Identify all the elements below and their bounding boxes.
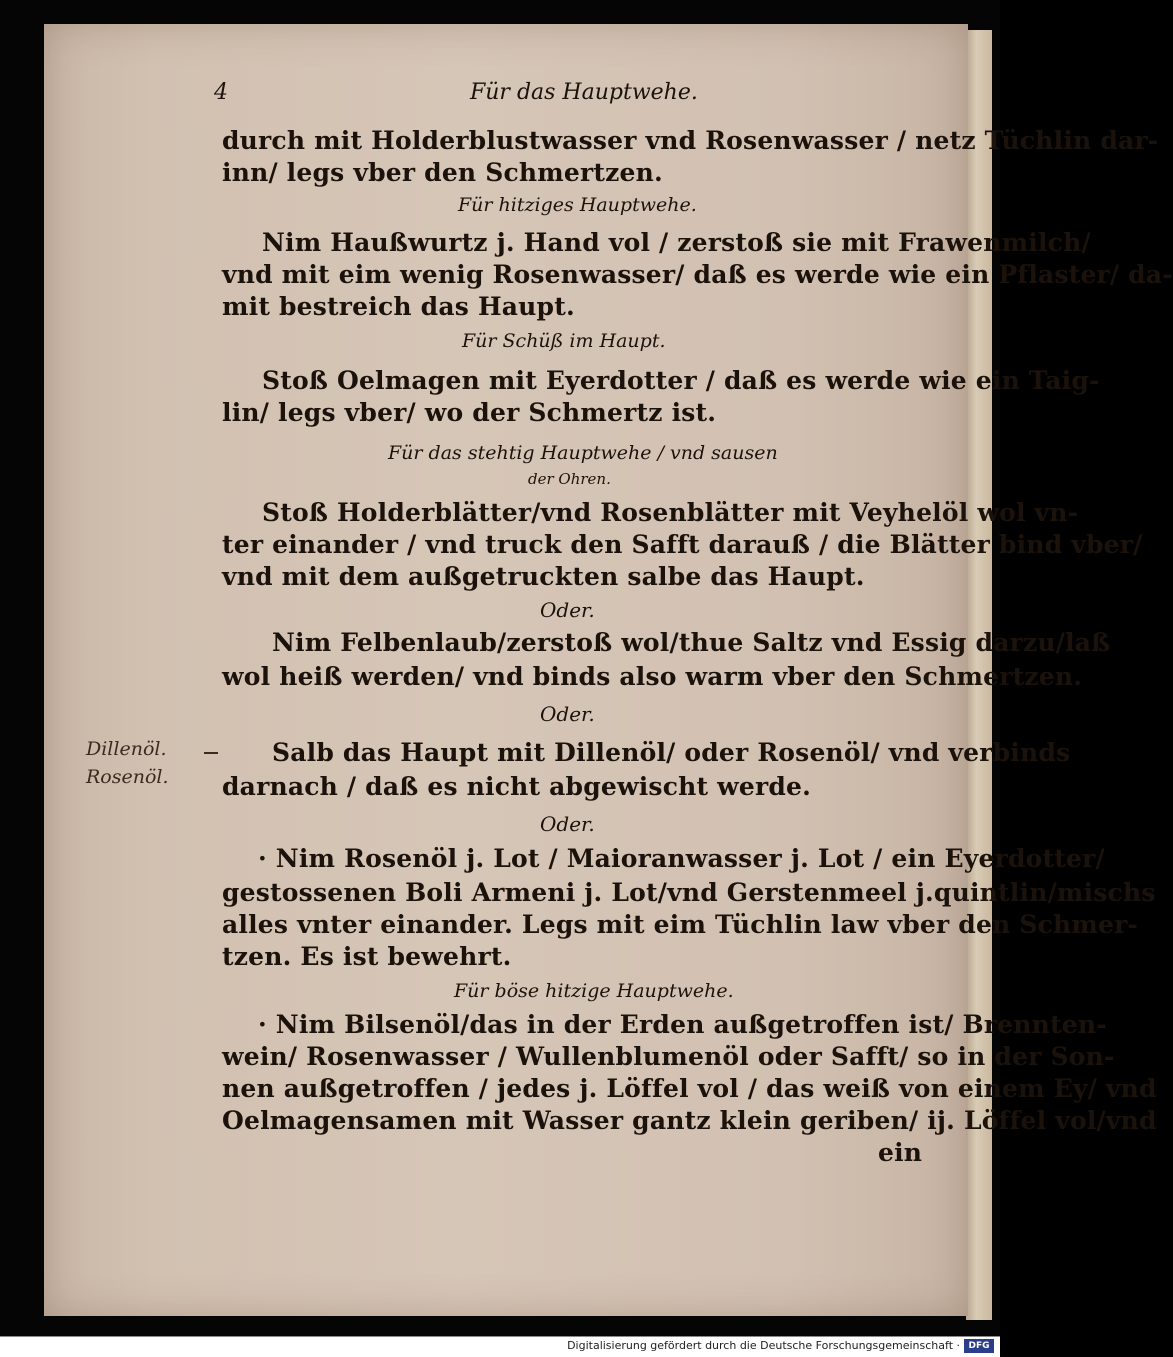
text-line: mit bestreich das Haupt.: [222, 292, 575, 321]
text-line: vnd mit eim wenig Rosenwasser/ daß es werde wie ein Pflaster/ da-: [222, 260, 1173, 289]
text-line: Oelmagensamen mit Wasser gantz klein geriben/ ij. Löffel vol/vnd: [222, 1106, 1157, 1135]
margin-note: Rosenöl.: [86, 766, 169, 788]
text-line: wein/ Rosenwasser / Wullenblumenöl oder Safft/ so in der Son-: [222, 1042, 1115, 1071]
section-heading: Für das stehtig Hauptwehe / vnd sausen: [388, 442, 778, 464]
text-line: ter einander / vnd truck den Safft darauß / die Blätter bind vber/: [222, 530, 1143, 559]
running-head: Für das Hauptwehe.: [470, 80, 698, 105]
margin-dash: [204, 752, 218, 754]
section-heading: Oder.: [540, 702, 595, 726]
section-heading: Oder.: [540, 598, 595, 622]
text-line: · Nim Bilsenöl/das in der Erden außgetroffen ist/ Brennten-: [258, 1010, 1107, 1039]
text-line: Nim Felbenlaub/zerstoß wol/thue Saltz vnd Essig darzu/laß: [272, 628, 1111, 657]
catchword: ein: [878, 1138, 923, 1167]
section-heading: Oder.: [540, 812, 595, 836]
text-line: wol heiß werden/ vnd binds also warm vber den Schmertzen.: [222, 662, 1083, 691]
footer-bar: [0, 1336, 1000, 1357]
page-number: 4: [214, 80, 228, 105]
text-line: darnach / daß es nicht abgewischt werde.: [222, 772, 812, 801]
section-heading: Für hitziges Hauptwehe.: [458, 194, 697, 216]
text-line: lin/ legs vber/ wo der Schmertz ist.: [222, 398, 717, 427]
text-line: vnd mit dem außgetruckten salbe das Haupt.: [222, 562, 865, 591]
text-line: Salb das Haupt mit Dillenöl/ oder Rosenöl/ vnd verbinds: [272, 738, 1071, 767]
text-line: durch mit Holderblustwasser vnd Rosenwasser / netz Tüchlin dar-: [222, 126, 1159, 155]
section-heading: Für Schüß im Haupt.: [462, 330, 666, 352]
text-line: nen außgetroffen / jedes j. Löffel vol / das weiß von einem Ey/ vnd: [222, 1074, 1157, 1103]
text-line: · Nim Rosenöl j. Lot / Maioranwasser j. Lot / ein Eyerdotter/: [258, 844, 1105, 873]
section-heading-continued: der Ohren.: [528, 470, 611, 488]
text-line: tzen. Es ist bewehrt.: [222, 942, 512, 971]
section-heading: Für böse hitzige Hauptwehe.: [454, 980, 734, 1002]
text-line: gestossenen Boli Armeni j. Lot/vnd Gerstenmeel j.quintlin/mischs: [222, 878, 1156, 907]
text-line: inn/ legs vber den Schmertzen.: [222, 158, 663, 187]
dfg-logo-icon: DFG: [964, 1339, 994, 1353]
text-line: Nim Haußwurtz j. Hand vol / zerstoß sie mit Frawenmilch/: [262, 228, 1091, 257]
margin-note: Dillenöl.: [86, 738, 167, 760]
footer-credit: Digitalisierung gefördert durch die Deutsche Forschungsgemeinschaft ·: [567, 1339, 960, 1352]
text-line: alles vnter einander. Legs mit eim Tüchlin law vber den Schmer-: [222, 910, 1139, 939]
text-line: Stoß Oelmagen mit Eyerdotter / daß es werde wie ein Taig-: [262, 366, 1100, 395]
text-line: Stoß Holderblätter/vnd Rosenblätter mit Veyhelöl wol vn-: [262, 498, 1079, 527]
